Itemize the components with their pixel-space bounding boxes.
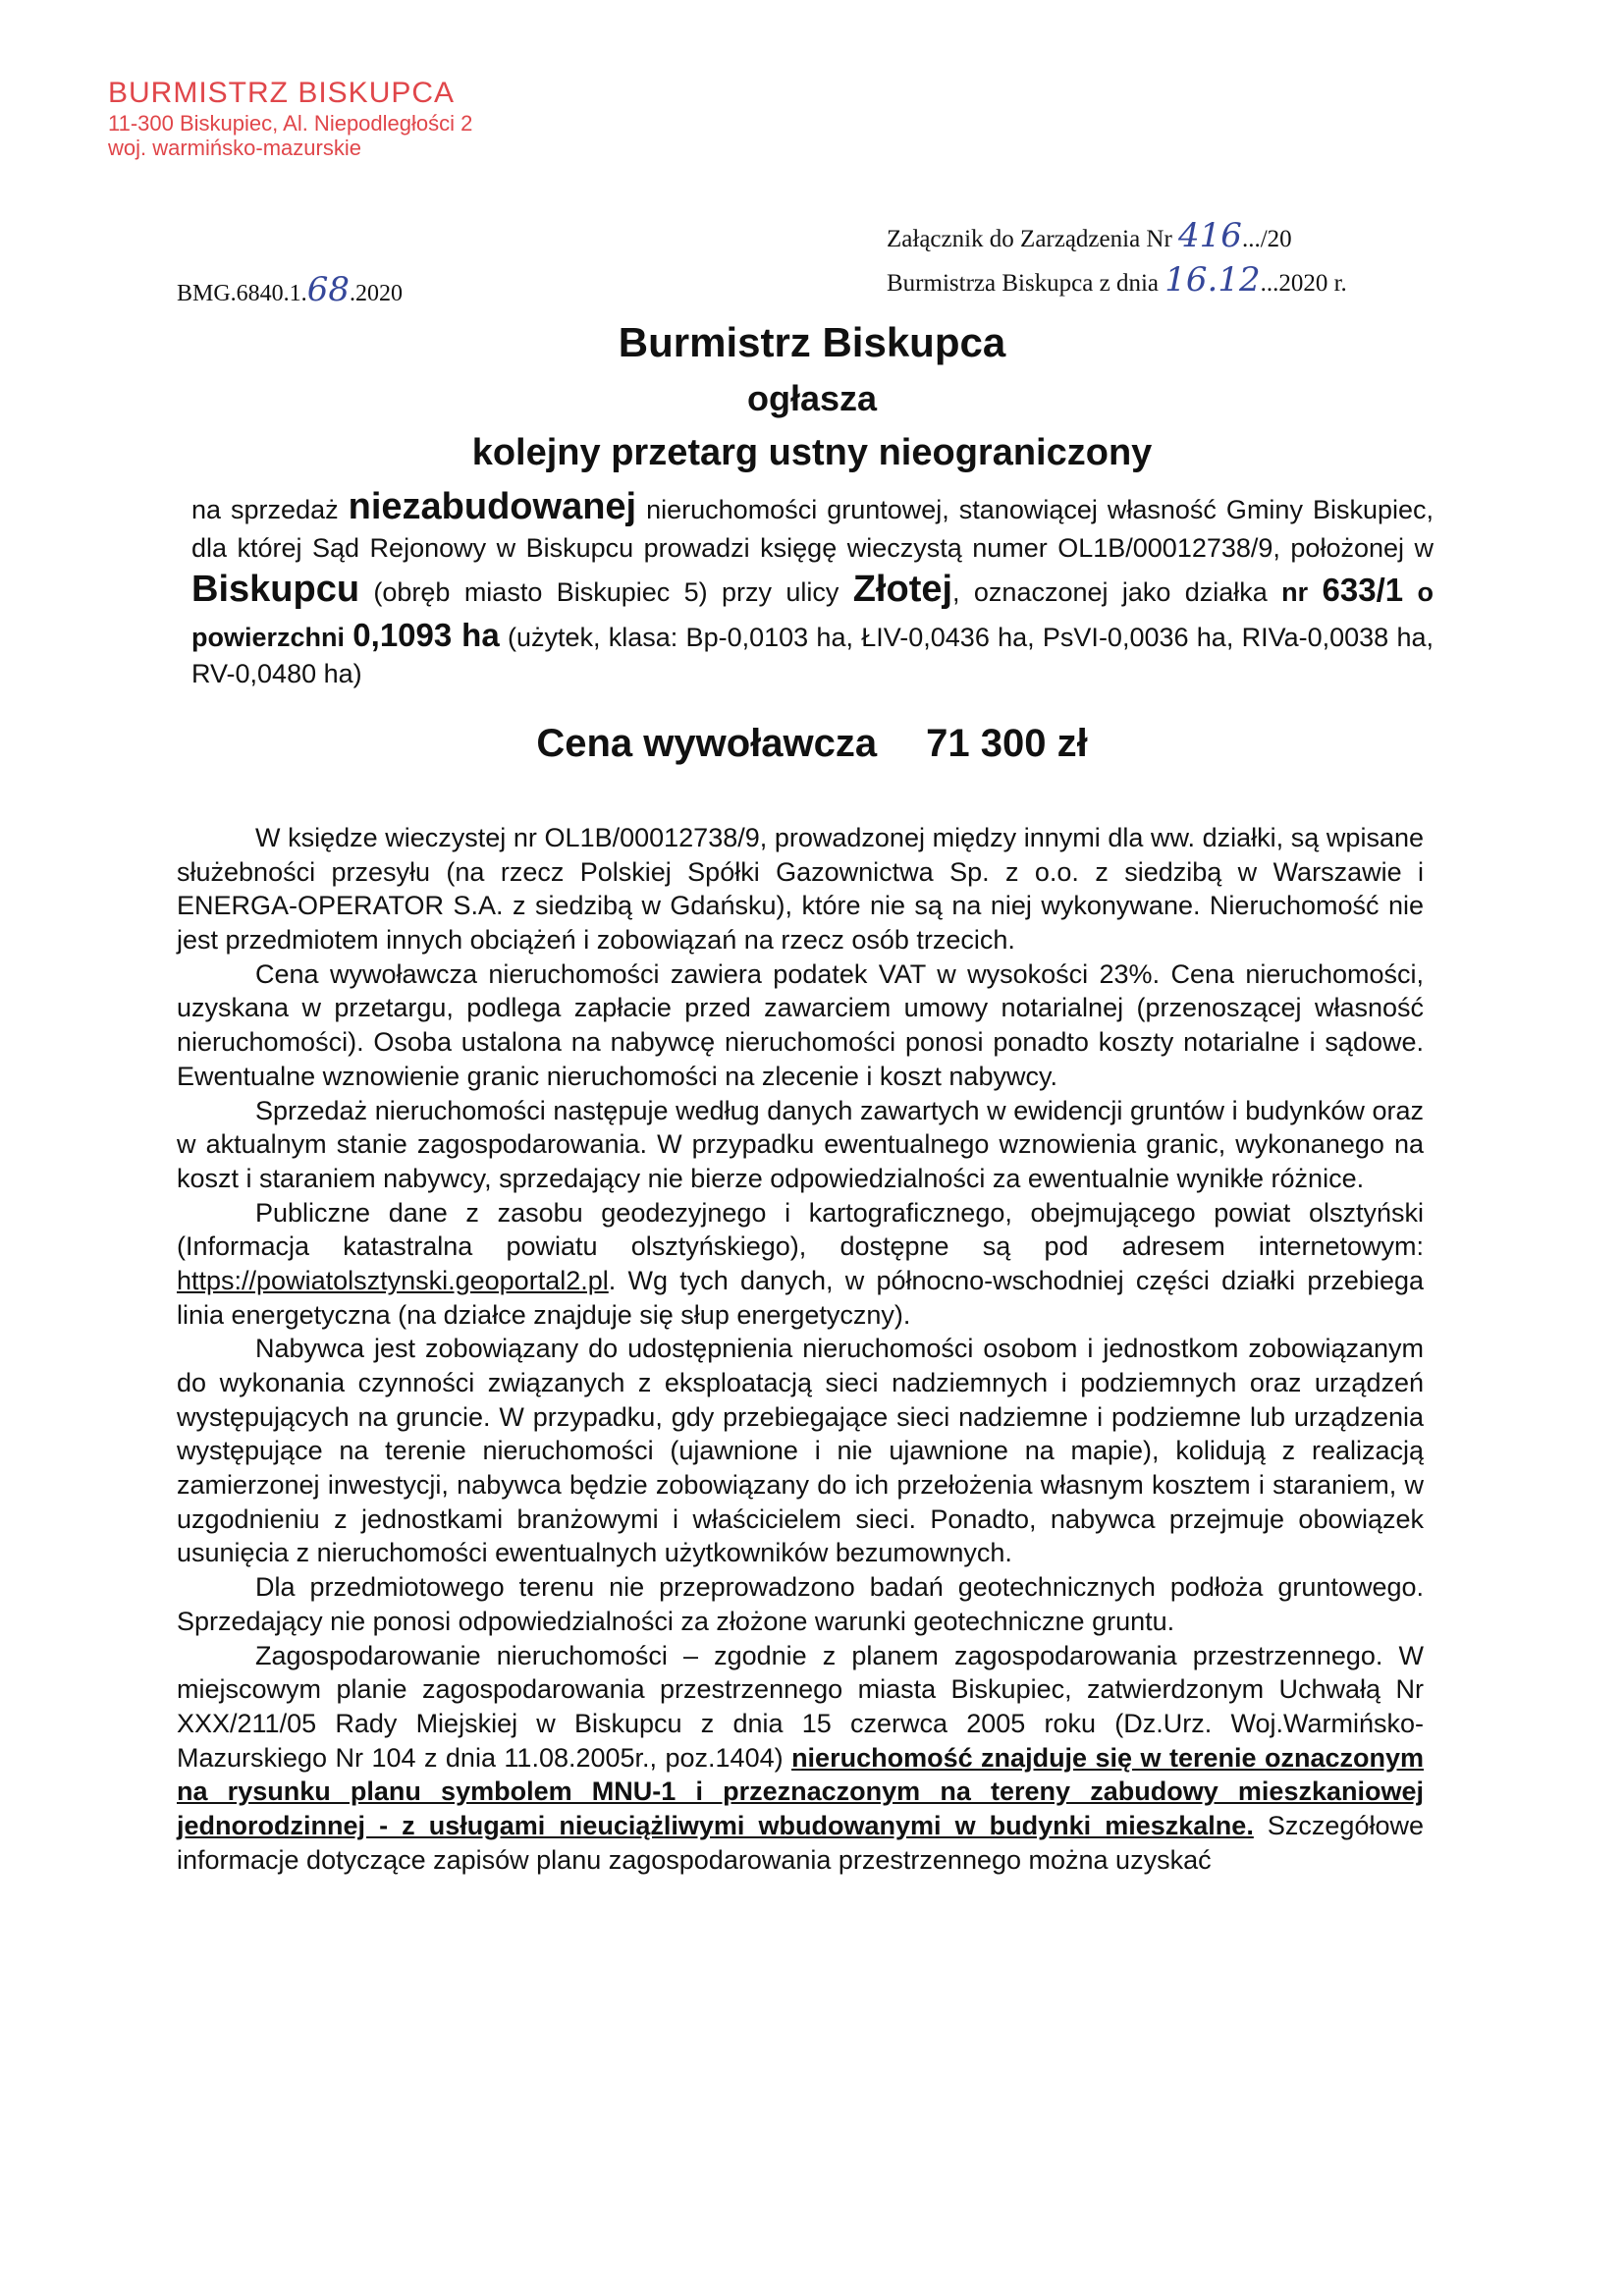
paragraph-geotechnical: Dla przedmiotowego terenu nie przeprowadzono badań geotechnicznych podłoża gruntowego. Sprzedający nie ponosi odpowiedzialności za złożone warunki geotechniczne gruntu.	[177, 1572, 1424, 1636]
ref-suffix: .2020	[349, 281, 403, 306]
p4-text-a: Publiczne dane z zasobu geodezyjnego i kartograficznego, obejmującego powiat olsztyński (Informacja katastralna powiatu olsztyńskiego), dostępne są pod adresem internetowym:	[177, 1197, 1424, 1262]
ref-prefix: BMG.6840.1.	[177, 281, 307, 306]
annex-line-1	[887, 214, 1347, 258]
intro-text-c: nieruchomości gruntowej, stanowiącej własność Gminy Biskupiec, dla której Sąd Rejonowy w Biskupcu prowadzi księgę wieczystą numer OL1B/00012738/9, położonej w	[191, 495, 1435, 564]
intro-plot-number: 633/1	[1322, 572, 1404, 609]
annex-reference	[887, 214, 1347, 302]
paragraph-sale-terms: Sprzedaż nieruchomości następuje według danych zawartych w ewidencji gruntów i budynków oraz w aktualnym stanie zagospodarowania. W przypadku ewentualnego wznowienia granic, wykonanego na koszt i staraniem nabywcy, sprzedający nie bierze odpowiedzialności za ewentualnie wynikłe różnice.	[177, 1095, 1424, 1193]
intro-emphasis-street: Złotej	[852, 569, 953, 611]
annex-number-handwritten: 416	[1178, 216, 1242, 255]
intro-text-g: , oznaczonej jako działka	[952, 577, 1282, 608]
ref-handwritten: 68	[306, 270, 350, 309]
annex-date-handwritten: 16.12	[1164, 260, 1261, 301]
intro-nr-label: nr	[1281, 577, 1323, 608]
stamp-line-2: 11-300 Biskupiec, Al. Niepodległości 2	[108, 110, 473, 136]
annex-line-2	[887, 258, 1347, 302]
p7-text-b: Szczegółowe informacje dotyczące zapisów planu zagospodarowania przestrzennego można uzyskać	[177, 1810, 1424, 1875]
zoning-designation-emphasis: nieruchomość znajduje się w terenie oznaczonym na rysunku planu symbolem MNU-1 i przeznaczonym na tereny zabudowy mieszkaniowej jednorodzinnej - z usługami nieuciążliwymi wbudowanymi w budynki mieszkalne.	[177, 1742, 1424, 1840]
document-body	[177, 821, 1424, 1877]
official-stamp	[108, 77, 472, 160]
stamp-line-1: BURMISTRZ BISKUPCA	[108, 77, 456, 109]
intro-text-a: na sprzedaż	[191, 495, 349, 524]
paragraph-price-vat: Cena wywoławcza nieruchomości zawiera podatek VAT w wysokości 23%. Cena nieruchomości, uzyskana w przetargu, podlega zapłacie przed zawarciem umowy notarialnej (przenoszącej własność nieruchomości). Osoba ustalona na nabywcę nieruchomości ponosi ponadto koszty notarialne i sądowe. Ewentualne wznowienie granic nieruchomości na zlecenie i koszt nabywcy.	[177, 958, 1424, 1091]
intro-emphasis-town: Biskupcu	[191, 569, 360, 611]
stamp-line-3: woj. warmińsko-mazurskie	[108, 135, 361, 160]
p7-text-a: Zagospodarowanie nieruchomości – zgodnie z planem zagospodarowania przestrzennego. W miejscowym planie zagospodarowania przestrzennego miasta Biskupiec, zatwierdzonym Uchwałą Nr XXX/211/05 Rady Miejskiej w Biskupcu z dnia 15 czerwca 2005 roku (Dz.Urz. Woj.Warmińsko-Mazurskiego Nr 104 z dnia 11.08.2005r., poz.1404)	[177, 1640, 1424, 1773]
intro-text-l: (użytek, klasa: Bp-0,0103 ha, ŁIV-0,0436 ha, PsVI-0,0036 ha, RIVa-0,0038 ha, RV-0,0480 ha)	[191, 622, 1434, 688]
case-reference-number	[177, 270, 403, 309]
auction-type-heading: kolejny przetarg ustny nieograniczony	[471, 432, 1153, 473]
annex-line-1-prefix: Załącznik do Zarządzenia Nr	[887, 226, 1179, 252]
paragraph-utility-access: Nabywca jest zobowiązany do udostępnienia nieruchomości osobom i jednostkom zobowiązanym do wykonania czynności związanych z eksploatacją sieci nadziemnych i podziemnych oraz urządzeń występujących na gruncie. W przypadku, gdy przebiegające sieci nadziemne i podziemne lub urządzenia występujące na terenie nieruchomości (ujawnione i nie ujawnione na mapie), kolidują z realizacją zamierzonej inwestycji, nabywca będzie zobowiązany do ich przełożenia własnym kosztem i staraniem, w uzgodnieniu z jednostkami branżowymi i właścicielem sieci. Ponadto, nabywca przejmuje obowiązek usunięcia z nieruchomości ewentualnych użytkowników bezumownych.	[177, 1334, 1424, 1568]
annex-line-1-suffix: .../20	[1241, 226, 1292, 252]
intro-text-e: (obręb miasto Biskupiec 5) przy ulicy	[359, 577, 853, 608]
property-description	[191, 483, 1434, 691]
paragraph-land-register: W księdze wieczystej nr OL1B/00012738/9, prowadzonej między innymi dla ww. działki, są wpisane służebności przesyłu (na rzecz Polskiej Spółki Gazownictwa Sp. z o.o. z siedzibą w Warszawie i ENERGA-OPERATOR S.A. z siedzibą w Gdańsku), które nie są na niej wykonywane. Nieruchomość nie jest przedmiotem innych obciążeń i zobowiązań na rzecz osób trzecich.	[177, 823, 1424, 956]
starting-price	[0, 722, 1624, 766]
price-label: Cena wywoławcza	[536, 722, 878, 765]
intro-area-label: o powierzchni	[191, 577, 1434, 652]
p4-text-b: . Wg tych danych, w północno-wschodniej części działki przebiega linia energetyczna (na działce znajduje się słup energetyczny).	[177, 1265, 1424, 1330]
paragraph-geodetic-data	[177, 1196, 1424, 1333]
paragraph-zoning	[177, 1639, 1424, 1878]
intro-emphasis-undeveloped: niezabudowanej	[348, 486, 637, 527]
annex-line-2-prefix: Burmistrza Biskupca z dnia	[887, 270, 1165, 298]
intro-area-value: 0,1093 ha	[352, 616, 500, 653]
annex-line-2-suffix: ...2020 r.	[1260, 270, 1347, 298]
geoportal-link[interactable]: https://powiatolsztynski.geoportal2.pl	[177, 1265, 609, 1295]
price-amount: 71 300 zł	[926, 722, 1088, 765]
document-subtitle: ogłasza	[746, 378, 878, 418]
document-title: Burmistrz Biskupca	[618, 319, 1006, 365]
